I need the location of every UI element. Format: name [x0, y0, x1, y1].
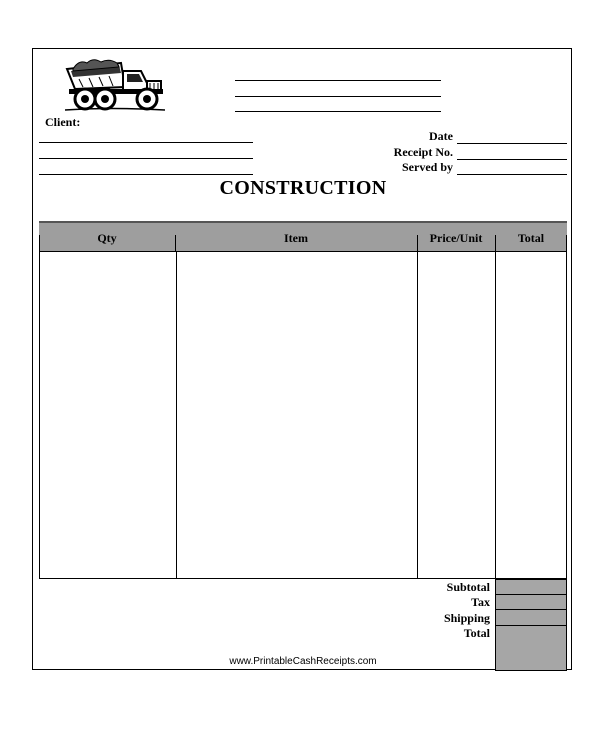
client-label: Client:	[45, 115, 81, 129]
item-column-cell[interactable]	[177, 252, 417, 578]
tax-field[interactable]	[495, 594, 567, 610]
footer-website: www.PrintableCashReceipts.com	[229, 656, 377, 667]
receipt-form	[32, 48, 572, 670]
receipt-no-label: Receipt No.	[393, 145, 453, 159]
table-header	[39, 221, 567, 251]
served-by-field[interactable]	[457, 174, 567, 175]
header-divider	[417, 235, 418, 251]
column-header-price-unit: Price/Unit	[429, 231, 483, 245]
header-blank-line[interactable]	[235, 80, 441, 81]
subtotal-field[interactable]	[495, 579, 567, 595]
receipt-no-field[interactable]	[457, 159, 567, 160]
tax-label: Tax	[471, 595, 490, 609]
column-header-qty: Qty	[97, 231, 117, 245]
items-table-body	[39, 251, 567, 579]
column-header-item: Item	[284, 231, 308, 245]
qty-column-cell[interactable]	[40, 252, 176, 578]
served-by-label: Served by	[402, 160, 453, 174]
client-line[interactable]	[39, 174, 253, 175]
date-label: Date	[429, 129, 453, 143]
column-header-total: Total	[517, 231, 545, 245]
price-unit-column-cell[interactable]	[418, 252, 495, 578]
client-line[interactable]	[39, 142, 253, 143]
header-divider	[39, 235, 40, 251]
header-blank-line[interactable]	[235, 96, 441, 97]
dump-truck-icon	[61, 53, 169, 113]
client-line[interactable]	[39, 158, 253, 159]
header-blank-line[interactable]	[235, 111, 441, 112]
header-divider	[566, 235, 567, 251]
subtotal-label: Subtotal	[446, 580, 490, 594]
date-field[interactable]	[457, 143, 567, 144]
form-title: CONSTRUCTION	[219, 177, 387, 199]
shipping-label: Shipping	[443, 611, 490, 625]
header-divider	[495, 235, 496, 251]
header-divider	[175, 235, 176, 251]
total-label: Total	[463, 626, 490, 640]
total-column-cell[interactable]	[496, 252, 566, 578]
shipping-field[interactable]	[495, 609, 567, 626]
